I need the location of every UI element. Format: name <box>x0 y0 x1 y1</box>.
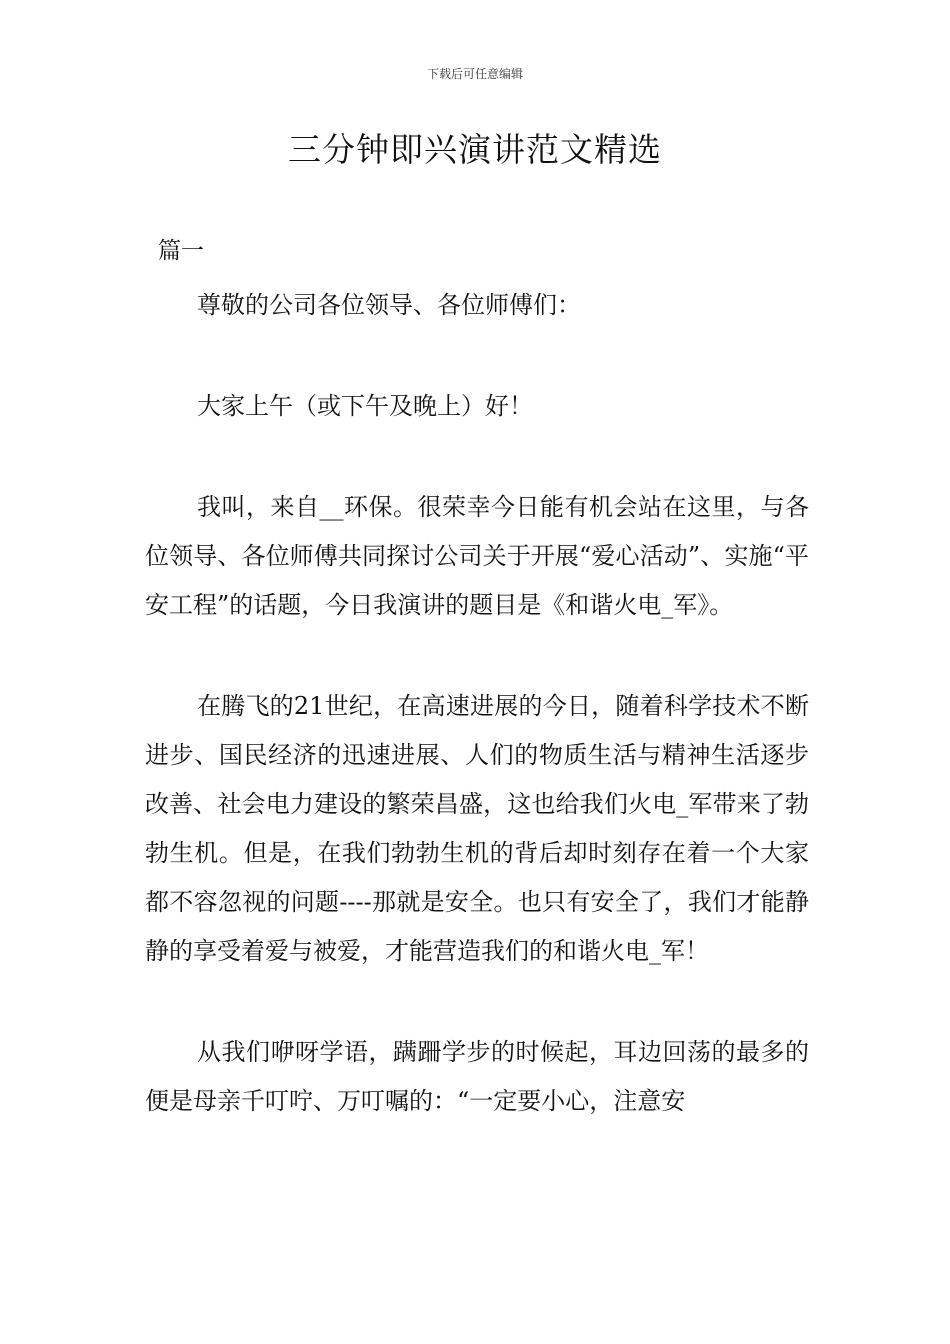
document-body <box>145 281 809 1178</box>
paragraph-childhood: 从我们咿呀学语，蹒跚学步的时候起，耳边回荡的最多的便是母亲千叮咛、万叮嘱的：“一定要小心，注意安 <box>145 1038 809 1115</box>
section-label: 篇一 <box>158 238 204 264</box>
paragraph-safety: 在腾飞的21世纪，在高速进展的今日，随着科学技术不断进步、国民经济的迅速进展、人们的物质生活与精神生活逐步改善、社会电力建设的繁荣昌盛，这也给我们火电_军带来了勃勃生机。但是，在我们勃勃生机的背后却时刻存在着一个大家都不容忽视的问题----那就是安全。也只有安全了，我们才能静静的享受着爱与被爱，才能营造我们的和谐火电_军！ <box>145 692 809 965</box>
header-note: 下载后可任意编辑 <box>426 67 523 81</box>
paragraph-greeting: 大家上午（或下午及晚上）好！ <box>197 392 533 420</box>
document-title: 三分钟即兴演讲范文精选 <box>288 130 662 169</box>
paragraph-salutation: 尊敬的公司各位领导、各位师傅们： <box>197 291 581 319</box>
paragraph-introduction: 我叫，来自__环保。很荣幸今日能有机会站在这里，与各位领导、各位师傅共同探讨公司关于开展“爱心活动”、实施“平安工程”的话题，今日我演讲的题目是《和谐火电_军》。 <box>145 493 809 619</box>
